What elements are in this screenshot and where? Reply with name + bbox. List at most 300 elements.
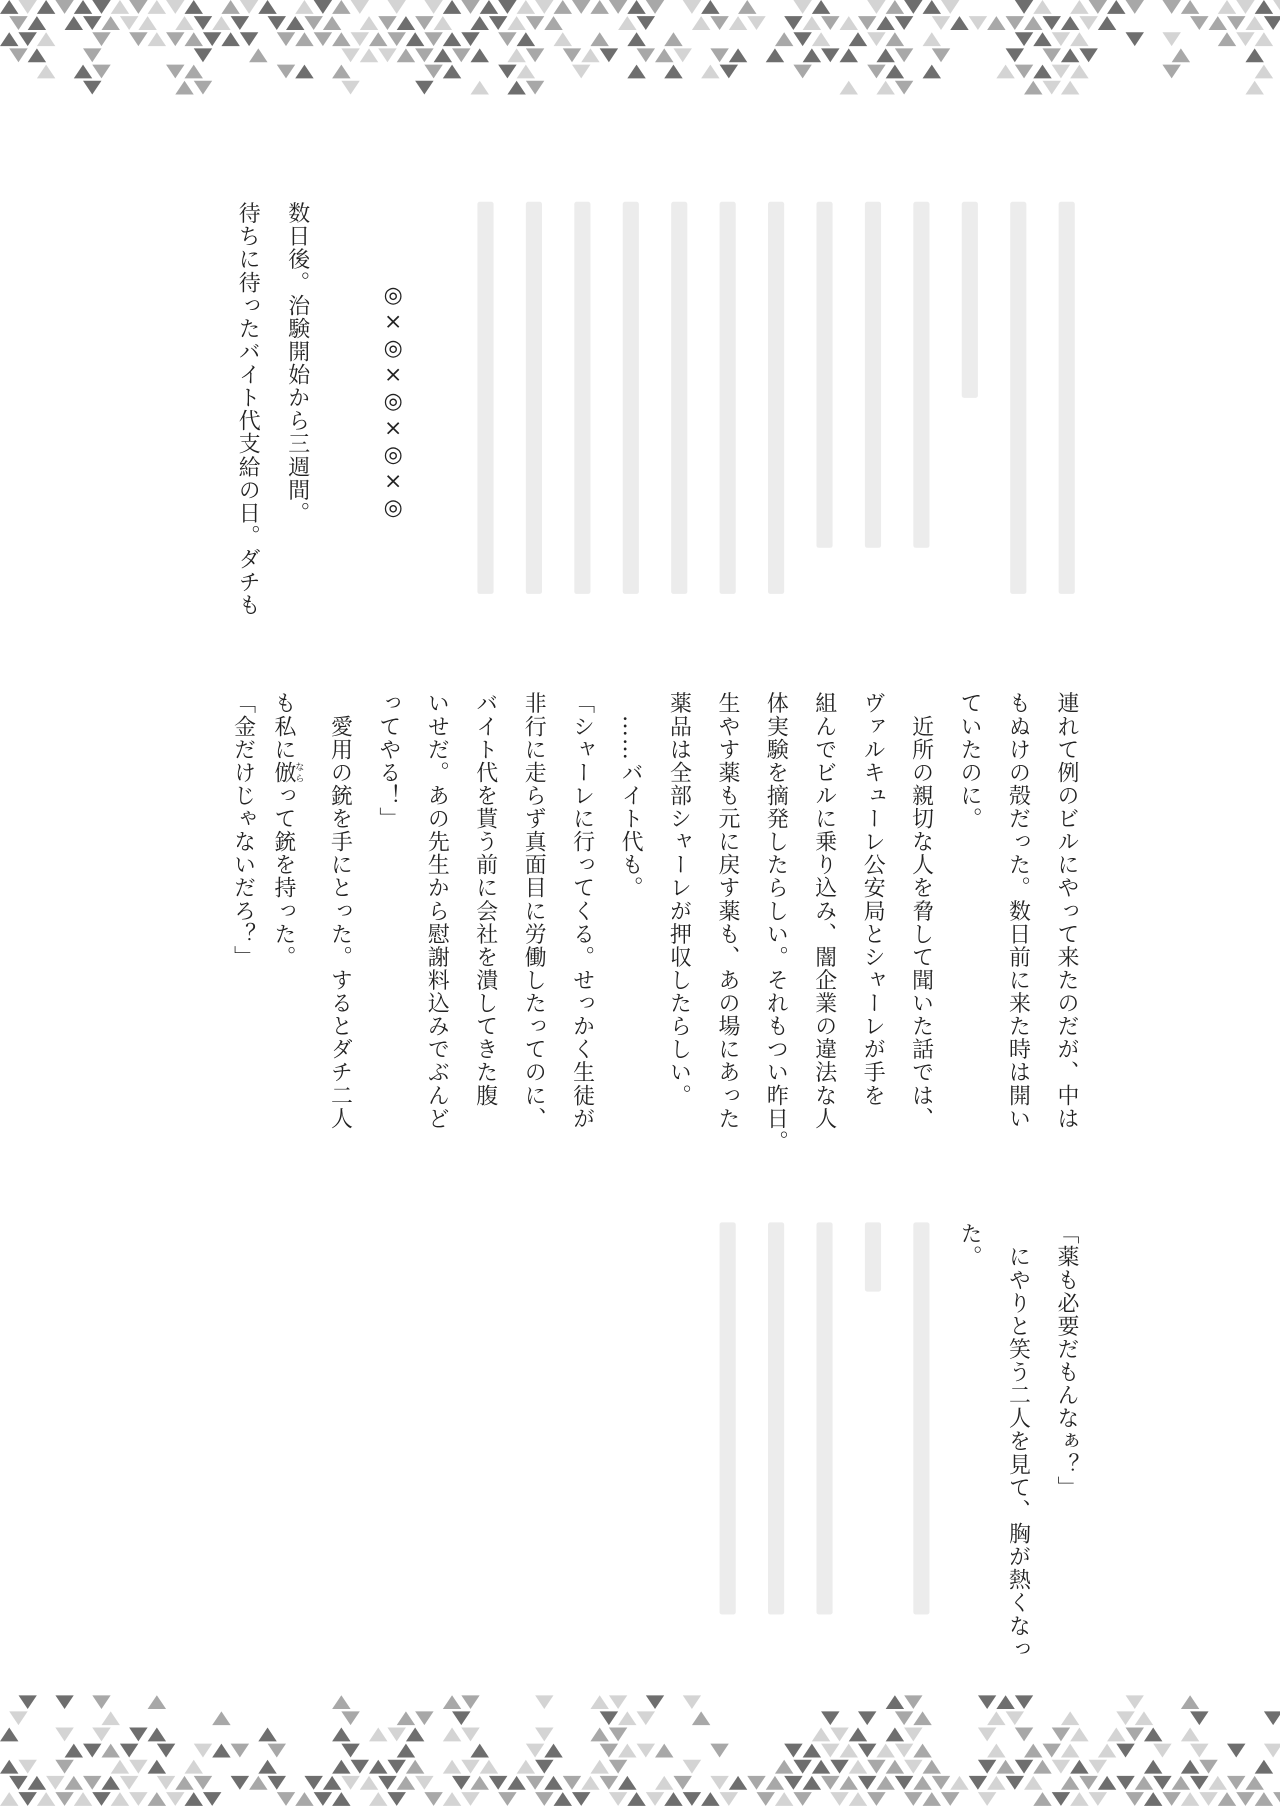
triangle-mark	[74, 65, 92, 79]
triangle-mark	[424, 1792, 442, 1806]
triangle-mark	[46, 1776, 64, 1790]
triangle-mark	[978, 1792, 996, 1806]
triangle-mark	[1061, 1776, 1079, 1790]
triangle-mark	[1052, 1792, 1070, 1806]
triangle-mark	[461, 1760, 479, 1774]
triangle-mark	[148, 1695, 166, 1709]
triangle-mark	[637, 48, 655, 62]
triangle-mark	[185, 0, 203, 14]
text-line: 生やす薬も元に戻す薬も、あの場にあった	[714, 691, 741, 1131]
triangle-mark	[1162, 1792, 1180, 1806]
triangle-mark	[498, 0, 516, 14]
triangle-mark	[1144, 1792, 1162, 1806]
triangle-mark	[166, 0, 184, 14]
triangle-mark	[1089, 1792, 1107, 1806]
triangle-mark	[1264, 1711, 1280, 1725]
triangle-mark	[424, 0, 442, 14]
triangle-mark	[1006, 48, 1024, 62]
triangle-mark	[646, 0, 664, 14]
triangle-mark	[148, 1792, 166, 1806]
triangle-mark	[461, 1792, 479, 1806]
triangle-mark	[65, 16, 83, 30]
triangle-mark	[590, 0, 608, 14]
triangle-mark	[434, 48, 452, 62]
triangle-mark	[1162, 0, 1180, 14]
triangle-mark	[28, 48, 46, 62]
triangle-mark	[0, 1792, 18, 1806]
triangle-mark	[1098, 1744, 1116, 1758]
triangle-mark	[1061, 1711, 1079, 1725]
triangle-mark	[793, 1760, 811, 1774]
triangle-mark	[996, 1695, 1014, 1709]
triangle-mark	[471, 1776, 489, 1790]
triangle-mark	[175, 1776, 193, 1790]
triangle-mark	[526, 1744, 544, 1758]
triangle-mark	[18, 1792, 36, 1806]
triangle-mark	[406, 1727, 424, 1741]
triangle-mark	[231, 16, 249, 30]
triangle-mark	[471, 81, 489, 95]
triangle-mark	[840, 16, 858, 30]
text-line: 「金だけじゃないだろ？」	[230, 691, 257, 969]
triangle-mark	[1172, 1776, 1190, 1790]
omitted-text-placeholder	[623, 202, 639, 594]
triangle-mark	[895, 1711, 913, 1725]
triangle-mark	[747, 16, 765, 30]
triangle-mark	[895, 1776, 913, 1790]
triangle-mark	[268, 1776, 286, 1790]
triangle-mark	[212, 1744, 230, 1758]
triangle-mark	[175, 16, 193, 30]
triangle-mark	[1024, 1744, 1042, 1758]
triangle-mark	[978, 1727, 996, 1741]
triangle-mark	[886, 1695, 904, 1709]
triangle-mark	[590, 1760, 608, 1774]
triangle-mark	[507, 48, 525, 62]
triangle-mark	[1153, 1744, 1171, 1758]
triangle-mark	[683, 1792, 701, 1806]
omitted-text-placeholder	[526, 202, 542, 594]
triangle-mark	[1190, 1776, 1208, 1790]
triangle-mark	[83, 1744, 101, 1758]
triangle-mark	[332, 1695, 350, 1709]
triangle-pattern-top-border	[0, 0, 1280, 106]
omitted-text-placeholder	[816, 202, 832, 548]
triangle-mark	[129, 1727, 147, 1741]
omitted-text-placeholder	[865, 202, 881, 548]
triangle-mark	[1245, 16, 1263, 30]
triangle-mark	[37, 0, 55, 14]
triangle-mark	[1218, 32, 1236, 46]
triangle-mark	[92, 1727, 110, 1741]
triangle-mark	[1024, 1776, 1042, 1790]
triangle-mark	[489, 16, 507, 30]
triangle-mark	[683, 1695, 701, 1709]
triangle-mark	[747, 1776, 765, 1790]
triangle-mark	[295, 65, 313, 79]
triangle-mark	[0, 1760, 18, 1774]
omitted-text-placeholder	[865, 1222, 881, 1291]
omitted-text-placeholder	[768, 1222, 784, 1614]
triangle-mark	[923, 32, 941, 46]
triangle-mark	[1033, 1792, 1051, 1806]
triangle-mark	[461, 1727, 479, 1741]
triangle-mark	[600, 1711, 618, 1725]
triangle-mark	[1126, 0, 1144, 14]
triangle-mark	[701, 0, 719, 14]
triangle-mark	[480, 0, 498, 14]
triangle-mark	[175, 81, 193, 95]
triangle-mark	[129, 1792, 147, 1806]
text-line: ……バイト代も。	[618, 691, 644, 900]
triangle-mark	[120, 16, 138, 30]
triangle-mark	[341, 81, 359, 95]
triangle-mark	[148, 32, 166, 46]
triangle-mark	[581, 48, 599, 62]
triangle-mark	[987, 1776, 1005, 1790]
omitted-text-placeholder	[720, 202, 736, 594]
triangle-mark	[443, 1695, 461, 1709]
text-line: 非行に走らず真面目に労働したってのに、	[521, 691, 547, 1131]
triangle-mark	[840, 81, 858, 95]
triangle-mark	[332, 1760, 350, 1774]
triangle-mark	[821, 48, 839, 62]
triangle-mark	[101, 1776, 119, 1790]
triangle-mark	[194, 1744, 212, 1758]
triangle-mark	[314, 1792, 332, 1806]
triangle-mark	[867, 32, 885, 46]
triangle-mark	[886, 1727, 904, 1741]
triangle-mark	[600, 48, 618, 62]
triangle-mark	[489, 1776, 507, 1790]
triangle-mark	[793, 0, 811, 14]
triangle-mark	[92, 32, 110, 46]
triangle-mark	[895, 1744, 913, 1758]
triangle-mark	[120, 1776, 138, 1790]
triangle-mark	[387, 1792, 405, 1806]
triangle-mark	[1070, 65, 1088, 79]
triangle-mark	[627, 32, 645, 46]
triangle-mark	[9, 1711, 27, 1725]
triangle-mark	[397, 1711, 415, 1725]
triangle-mark	[793, 32, 811, 46]
triangle-mark	[1209, 16, 1227, 30]
triangle-mark	[129, 32, 147, 46]
triangle-mark	[535, 1695, 553, 1709]
triangle-mark	[858, 1711, 876, 1725]
triangle-mark	[1061, 1744, 1079, 1758]
triangle-mark	[221, 32, 239, 46]
triangle-mark	[341, 1776, 359, 1790]
triangle-mark	[221, 0, 239, 14]
triangle-mark	[830, 1727, 848, 1741]
text-line: 連れて例のビルにやって来たのだが、中は	[1054, 691, 1080, 1131]
triangle-mark	[1144, 1727, 1162, 1741]
triangle-mark	[471, 48, 489, 62]
triangle-mark	[1144, 1760, 1162, 1774]
triangle-mark	[812, 1727, 830, 1741]
triangle-mark	[683, 1760, 701, 1774]
omitted-text-placeholder	[816, 1222, 832, 1614]
text-line-ruby	[271, 691, 306, 969]
text-line: 数日後。治験開始から三週間。	[284, 201, 311, 525]
triangle-mark	[627, 1792, 645, 1806]
triangle-mark	[526, 81, 544, 95]
triangle-mark	[507, 16, 525, 30]
triangle-mark	[1181, 0, 1199, 14]
triangle-mark	[876, 81, 894, 95]
triangle-mark	[627, 65, 645, 79]
triangle-mark	[1033, 65, 1051, 79]
text-line: もぬけの殻だった。数日前に来た時は開い	[1005, 691, 1031, 1131]
triangle-mark	[526, 16, 544, 30]
triangle-mark	[397, 1776, 415, 1790]
triangle-mark	[37, 1792, 55, 1806]
triangle-mark	[1070, 1727, 1088, 1741]
triangle-mark	[867, 1792, 885, 1806]
triangle-mark	[904, 1760, 922, 1774]
triangle-mark	[185, 32, 203, 46]
triangle-mark	[83, 1776, 101, 1790]
triangle-mark	[120, 1744, 138, 1758]
triangle-mark	[1052, 1727, 1070, 1741]
triangle-mark	[369, 1792, 387, 1806]
triangle-mark	[397, 16, 415, 30]
triangle-mark	[240, 0, 258, 14]
triangle-mark	[950, 1776, 968, 1790]
triangle-mark	[932, 16, 950, 30]
triangle-mark	[397, 48, 415, 62]
text-line: た。	[957, 1222, 983, 1269]
triangle-mark	[590, 1727, 608, 1741]
triangle-mark	[0, 0, 18, 14]
triangle-mark	[609, 1695, 627, 1709]
triangle-mark	[83, 16, 101, 30]
triangle-mark	[1079, 48, 1097, 62]
text-line: にやりと笑う二人を見て、胸が熱くなっ	[1005, 1222, 1031, 1661]
triangle-mark	[729, 48, 747, 62]
triangle-mark	[212, 1711, 230, 1725]
triangle-mark	[9, 16, 27, 30]
triangle-mark	[858, 1744, 876, 1758]
triangle-mark	[646, 1695, 664, 1709]
triangle-mark	[517, 65, 535, 79]
triangle-mark	[498, 32, 516, 46]
triangle-mark	[1126, 1727, 1144, 1741]
text-line: ってやる！」	[375, 691, 402, 831]
triangle-mark	[710, 16, 728, 30]
triangle-mark	[1070, 1792, 1088, 1806]
triangle-mark	[378, 48, 396, 62]
triangle-mark	[1015, 1727, 1033, 1741]
triangle-mark	[1116, 1744, 1134, 1758]
triangle-mark	[231, 1744, 249, 1758]
triangle-mark	[415, 16, 433, 30]
triangle-mark	[535, 0, 553, 14]
triangle-mark	[268, 1744, 286, 1758]
triangle-mark	[1052, 32, 1070, 46]
triangle-mark	[148, 1727, 166, 1741]
triangle-mark	[1070, 1760, 1088, 1774]
triangle-mark	[1070, 0, 1088, 14]
triangle-mark	[775, 1792, 793, 1806]
triangle-mark	[1162, 32, 1180, 46]
triangle-mark	[803, 48, 821, 62]
triangle-mark	[443, 1727, 461, 1741]
triangle-mark	[729, 1776, 747, 1790]
triangle-mark	[387, 1760, 405, 1774]
triangle-mark	[830, 1760, 848, 1774]
triangle-mark	[581, 1776, 599, 1790]
triangle-mark	[886, 65, 904, 79]
triangle-mark	[876, 16, 894, 30]
triangle-mark	[111, 1792, 129, 1806]
triangle-mark	[803, 16, 821, 30]
triangle-mark	[812, 0, 830, 14]
triangle-mark	[1015, 32, 1033, 46]
triangle-mark	[452, 1711, 470, 1725]
triangle-mark	[231, 1776, 249, 1790]
triangle-mark	[1107, 0, 1125, 14]
triangle-mark	[1181, 1727, 1199, 1741]
triangle-mark	[1255, 32, 1273, 46]
text-line: いせだ。あの先生から慰謝料込みでぶんど	[424, 691, 450, 1131]
triangle-mark	[424, 32, 442, 46]
triangle-mark	[452, 1776, 470, 1790]
triangle-mark	[554, 1792, 572, 1806]
text-fragment: も私に	[271, 691, 297, 762]
triangle-mark	[867, 65, 885, 79]
triangle-mark	[849, 1727, 867, 1741]
triangle-mark	[867, 0, 885, 14]
triangle-mark	[627, 0, 645, 14]
triangle-mark	[387, 32, 405, 46]
triangle-mark	[1079, 16, 1097, 30]
triangle-mark	[673, 1776, 691, 1790]
triangle-mark	[1245, 81, 1263, 95]
triangle-mark	[646, 1792, 664, 1806]
triangle-mark	[637, 16, 655, 30]
triangle-mark	[212, 16, 230, 30]
triangle-mark	[295, 1792, 313, 1806]
triangle-mark	[1006, 16, 1024, 30]
triangle-mark	[720, 65, 738, 79]
triangle-mark	[1042, 16, 1060, 30]
triangle-mark	[849, 1792, 867, 1806]
triangle-mark	[544, 1744, 562, 1758]
triangle-mark	[28, 1776, 46, 1790]
triangle-mark	[858, 1776, 876, 1790]
triangle-mark	[185, 65, 203, 79]
triangle-mark	[1098, 16, 1116, 30]
triangle-mark	[314, 32, 332, 46]
triangle-mark	[129, 1760, 147, 1774]
text-line: 「シャーレに行ってくる。せっかく生徒が	[569, 691, 596, 1131]
text-line: 近所の親切な人を脅して聞いた話では、	[908, 691, 935, 1131]
triangle-mark	[194, 81, 212, 95]
triangle-mark	[507, 81, 525, 95]
triangle-mark	[1024, 16, 1042, 30]
triangle-mark	[876, 1776, 894, 1790]
triangle-mark	[904, 1727, 922, 1741]
triangle-mark	[609, 1760, 627, 1774]
triangle-mark	[526, 1776, 544, 1790]
triangle-mark	[1264, 16, 1280, 30]
text-line: バイト代を貰う前に会社を潰してきた腹	[472, 691, 499, 1108]
triangle-mark	[673, 48, 691, 62]
triangle-mark	[876, 1744, 894, 1758]
triangle-mark	[1255, 0, 1273, 14]
triangle-mark	[840, 48, 858, 62]
triangle-mark	[480, 1760, 498, 1774]
triangle-mark	[166, 1792, 184, 1806]
triangle-mark	[452, 48, 470, 62]
triangle-mark	[766, 48, 784, 62]
triangle-mark	[461, 1695, 479, 1709]
triangle-mark	[194, 1776, 212, 1790]
triangle-mark	[664, 32, 682, 46]
triangle-mark	[92, 65, 110, 79]
triangle-mark	[166, 65, 184, 79]
triangle-mark	[157, 1776, 175, 1790]
triangle-mark	[840, 1744, 858, 1758]
triangle-mark	[637, 1744, 655, 1758]
triangle-mark	[692, 1711, 710, 1725]
triangle-mark	[803, 1744, 821, 1758]
triangle-mark	[415, 48, 433, 62]
text-line: 待ちに待ったバイト代支給の日。ダチも	[235, 201, 261, 617]
triangle-mark	[461, 0, 479, 14]
triangle-mark	[876, 48, 894, 62]
triangle-mark	[1255, 1760, 1273, 1774]
triangle-mark	[415, 1776, 433, 1790]
triangle-mark	[756, 1792, 774, 1806]
triangle-mark	[461, 32, 479, 46]
triangle-mark	[978, 1760, 996, 1774]
triangle-mark	[443, 1760, 461, 1774]
triangle-mark	[701, 1792, 719, 1806]
triangle-mark	[1033, 0, 1051, 14]
triangle-mark	[563, 48, 581, 62]
triangle-mark	[1070, 32, 1088, 46]
triangle-mark	[1126, 1792, 1144, 1806]
triangle-mark	[535, 1760, 553, 1774]
triangle-mark	[1061, 16, 1079, 30]
triangle-mark	[1024, 81, 1042, 95]
triangle-mark	[821, 16, 839, 30]
triangle-mark	[664, 65, 682, 79]
text-line: 体実験を摘発したらしい。それもつい昨日。	[763, 691, 789, 1154]
triangle-mark	[295, 32, 313, 46]
triangle-mark	[1042, 81, 1060, 95]
triangle-mark	[111, 1760, 129, 1774]
triangle-mark	[793, 65, 811, 79]
triangle-mark	[1015, 1695, 1033, 1709]
triangle-mark	[351, 32, 369, 46]
triangle-mark	[526, 48, 544, 62]
text-line: 組んでビルに乗り込み、闇企業の違法な人	[811, 691, 838, 1131]
triangle-mark	[701, 65, 719, 79]
triangle-mark	[203, 1792, 221, 1806]
triangle-mark	[37, 65, 55, 79]
triangle-mark	[101, 1711, 119, 1725]
triangle-mark	[1126, 32, 1144, 46]
triangle-mark	[969, 16, 987, 30]
triangle-mark	[258, 1727, 276, 1741]
triangle-mark	[0, 1727, 18, 1741]
triangle-mark	[369, 1760, 387, 1774]
triangle-mark	[923, 65, 941, 79]
